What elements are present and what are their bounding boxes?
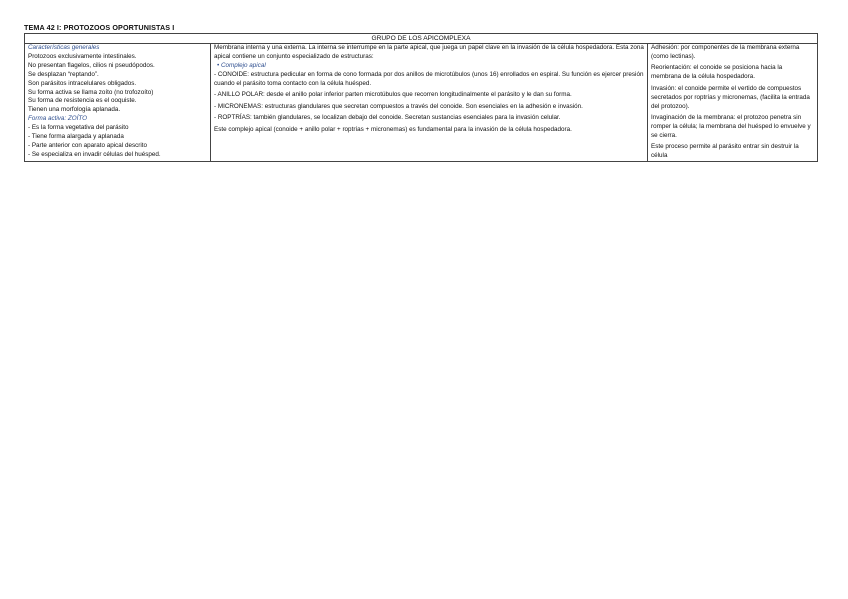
list-item: Protozoos exclusivamente intestinales. — [28, 52, 137, 60]
apicomplexa-table — [24, 33, 818, 162]
page-title: TEMA 42 I: PROTOZOOS OPORTUNISTAS I — [24, 23, 175, 32]
general-features-cell — [25, 44, 211, 162]
list-item: Este proceso permite al parásito entrar sin destruir la célula — [651, 143, 799, 160]
table-row — [25, 44, 818, 162]
list-item: - Parte anterior con aparato apical descrito — [28, 141, 148, 149]
list-item: No presentan flagelos, cilios ni pseudópodos. — [28, 61, 155, 69]
list-item: - MICRONEMAS: estructuras glandulares que secretan compuestos a través del conoide. Son esenciales en la adhesión e invasión. — [214, 102, 583, 110]
intro-paragraph: Membrana interna y una externa. La interna se interrumpe en la parte apical, que juega un papel clave en la invasión de la célula hospedadora. Esta zona apical contiene un conjunto especializado de estructuras: — [214, 44, 644, 60]
list-item: Adhesión: por componentes de la membrana externa (como lectinas). — [651, 44, 800, 60]
list-item: Son parásitos intracelulares obligados. — [28, 79, 137, 87]
list-item: - CONOIDE: estructura pedicular en forma de cono formada por dos anillos de microtúbulos (unos 16) enrollados en espiral. Su función es ejercer presión cuando el parásito toma contacto con la célula huésped. — [214, 70, 644, 87]
list-item: Reorientación: el conoide se posiciona hacia la membrana de la célula hospedadora. — [651, 64, 783, 81]
section-subheading: Forma activa: ZOÍTO — [28, 115, 88, 123]
list-item: Invasión: el conoide permite el vertido de compuestos secretados por roptrías y micronemas, (facilita la entrada del protozoo). — [651, 84, 810, 110]
group-header: GRUPO DE LOS APICOMPLEXA — [25, 34, 818, 44]
list-item: Tienen una morfología aplanada. — [28, 106, 121, 114]
list-item: Invaginación de la membrana: el protozoo penetra sin romper la célula; la membrana del huésped lo envuelve y se cierra. — [651, 114, 811, 139]
invasion-steps-cell — [648, 44, 818, 162]
list-item: - Se especializa en invadir células del huésped. — [28, 150, 161, 158]
list-item: Se desplazan “reptando”. — [28, 70, 99, 78]
list-item: Su forma activa se llama zoíto (no trofozoíto) — [28, 88, 154, 96]
list-item: Su forma de resistencia es el ooquiste. — [28, 97, 137, 105]
table-header-row — [25, 34, 818, 44]
apical-complex-cell — [211, 44, 648, 162]
list-item: - ROPTRÍAS: también glandulares, se localizan debajo del conoide. Secretan sustancias esenciales para la invasión celular. — [214, 114, 561, 122]
bullet-heading: • Complejo apical — [217, 61, 266, 69]
list-item: - Tiene forma alargada y aplanada — [28, 133, 124, 141]
section-heading: Características generales — [28, 44, 100, 51]
list-item: - Es la forma vegetativa del parásito — [28, 124, 129, 132]
list-item: - ANILLO POLAR: desde el anillo polar inferior parten microtúbulos que recorren longitudinalmente el parásito y le dan su forma. — [214, 91, 572, 99]
closing-paragraph: Este complejo apical (conoide + anillo polar + roptrías + micronemas) es fundamental para la invasión de la célula hospedadora. — [214, 125, 572, 133]
